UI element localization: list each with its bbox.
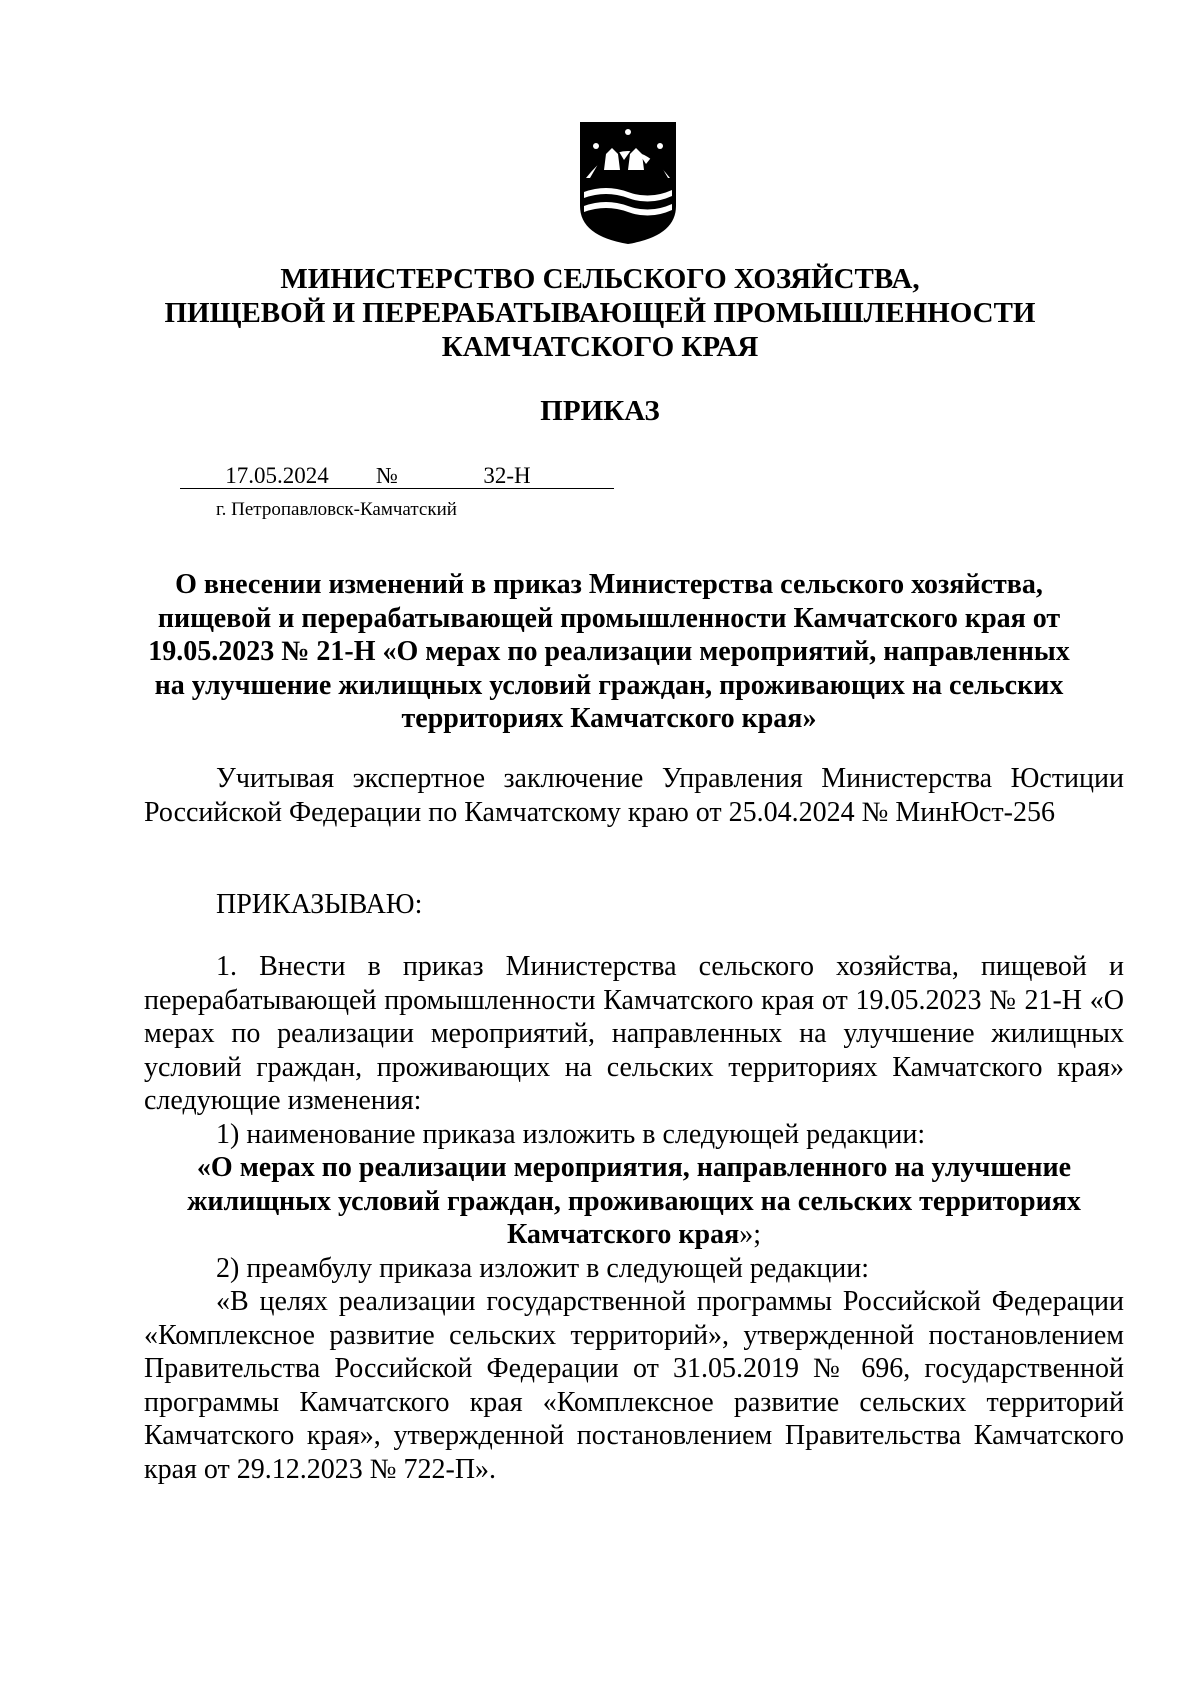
intro-paragraph <box>144 762 1124 829</box>
ministry-line-2: ПИЩЕВОЙ И ПЕРЕРАБАТЫВАЮЩЕЙ ПРОМЫШЛЕННОСТИ <box>164 297 1036 329</box>
kamchatka-coat-of-arms-icon <box>576 118 680 246</box>
item-list <box>144 950 1124 1486</box>
new-preamble: «В целях реализации государственной программы Российской Федерации «Комплексное развитие сельских территорий», утвержденной постановлением Правительства Российской Федерации от 31.05.2019 № 696, государственной программы Камчатского края «Комплексное развитие сельских территорий Камчатского края», утвержденной постановлением Правительства Камчатского края от 29.12.2023 № 722-П». <box>144 1286 1124 1485</box>
ministry-line-1: МИНИСТЕРСТВО СЕЛЬСКОГО ХОЗЯЙСТВА, <box>280 263 920 295</box>
document-subject: О внесении изменений в приказ Министерства сельского хозяйства, пищевой и перерабатывающей промышленности Камчатского края от 19.05.2023 № 21-Н «О мерах по реализации мероприятий, направленных на улучшение жилищных условий граждан, проживающих на сельских территориях Камчатского края» <box>148 569 1070 734</box>
item-1: 1. Внести в приказ Министерства сельского хозяйства, пищевой и перерабатывающей промышленности Камчатского края от 19.05.2023 № 21-Н «О мерах по реализации мероприятий, направленных на улучшение жилищных условий граждан, проживающих на сельских территориях Камчатского края» следующие изменения: <box>144 951 1124 1116</box>
registration-line <box>180 462 614 490</box>
ministry-line-3: КАМЧАТСКОГО КРАЯ <box>441 331 759 363</box>
new-title <box>144 1151 1124 1252</box>
order-date: 17.05.2024 <box>180 462 374 489</box>
subitem-1: 1) наименование приказа изложить в следующей редакции: <box>216 1118 926 1150</box>
orders-word: ПРИКАЗЫВАЮ: <box>216 889 423 920</box>
new-title-tail: »; <box>739 1219 761 1250</box>
subitem-2: 2) преамбулу приказа изложит в следующей редакции: <box>216 1252 869 1284</box>
intro-text: Учитывая экспертное заключение Управления Министерства Юстиции Российской Федерации по Камчатскому краю от 25.04.2024 № МинЮст-256 <box>144 763 1124 828</box>
order-number: 32-Н <box>400 462 614 489</box>
city: г. Петропавловск-Камчатский <box>216 499 457 520</box>
ministry-name <box>0 262 1200 364</box>
new-title-text: «О мерах по реализации мероприятия, направленного на улучшение жилищных условий граждан, проживающих на сельских территориях Камчатского края <box>187 1152 1081 1250</box>
number-sign: № <box>376 463 398 488</box>
document-type: ПРИКАЗ <box>540 395 660 427</box>
